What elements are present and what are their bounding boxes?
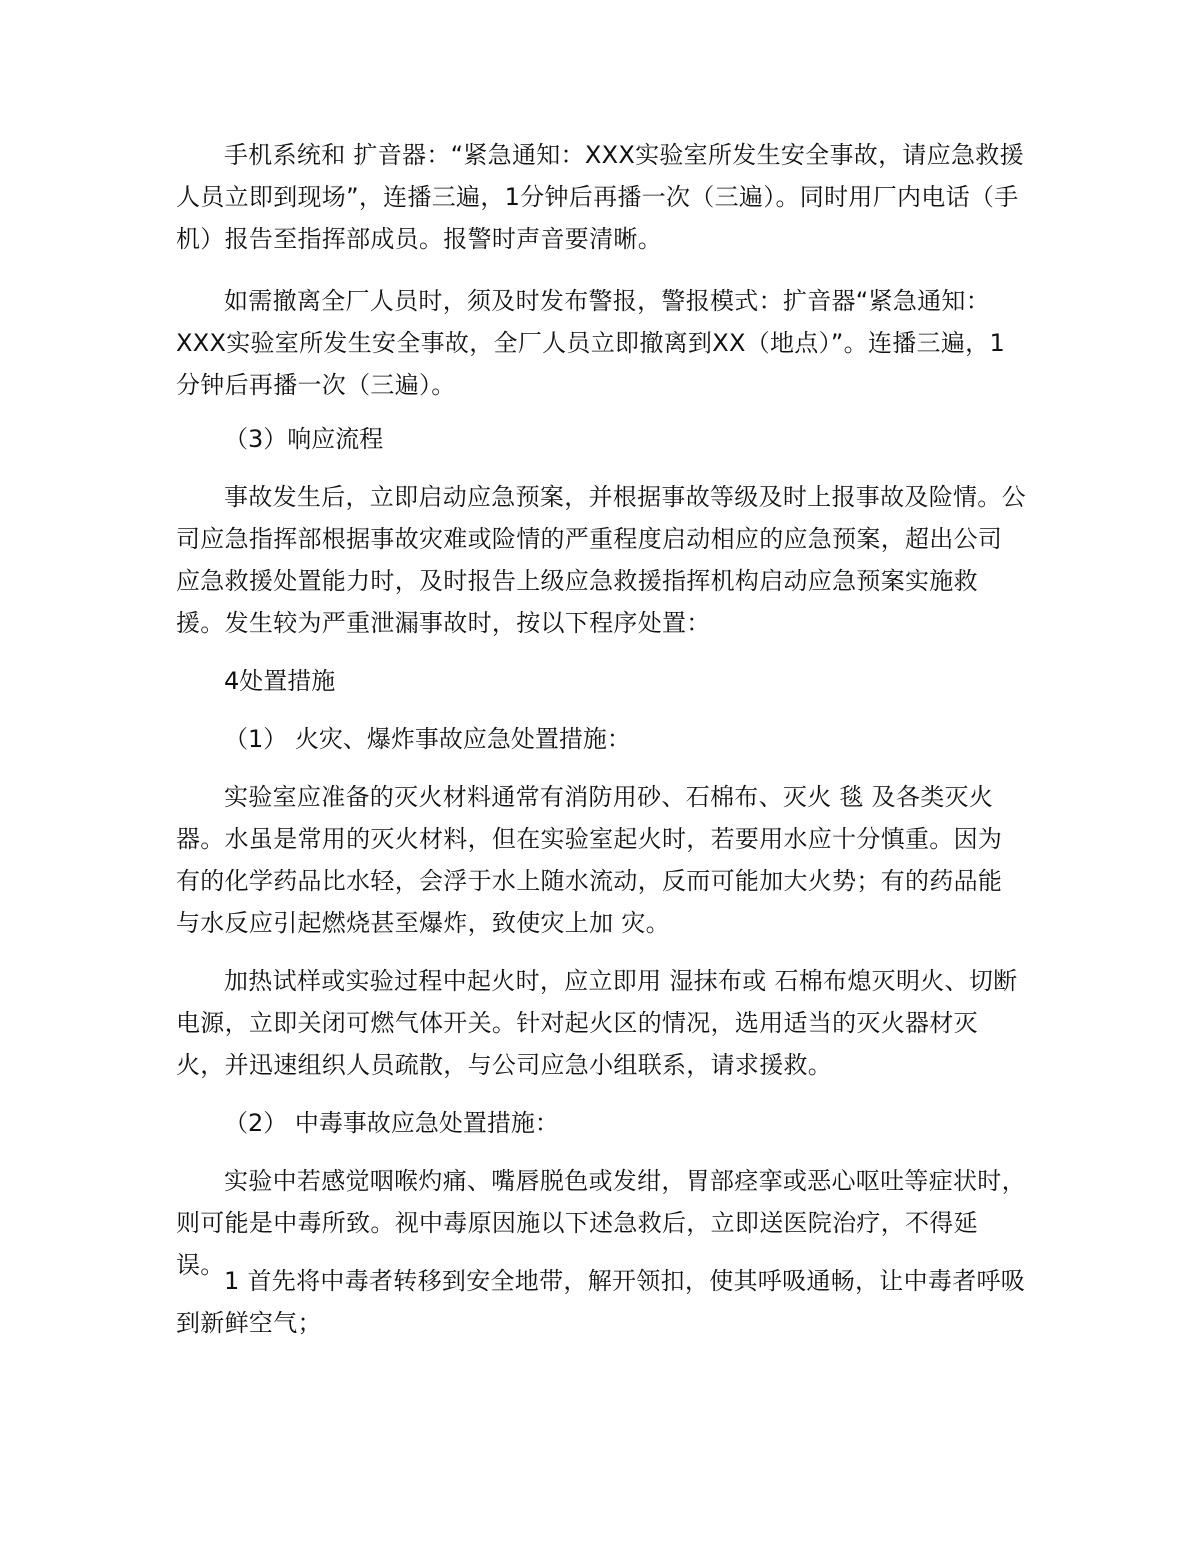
paragraph-response-process: 事故发生后，立即启动应急预案，并根据事故等级及时上报事故及险情。公司应急指挥部根据事故灾难或险情的严重程度启动相应的应急预案，超出公司应急救援处置能力时，及时报告上级应急救援指挥机构启动应急预案实施救援。发生较为严重泄漏事故时，按以下程序处置：: [176, 483, 1026, 637]
paragraph-alarm-notice: 手机系统和 扩音器：“紧急通知：XXX实验室所发生安全事故，请应急救援人员立即到现场”，连播三遍，1分钟后再播一次（三遍）。同时用厂内电话（手机）报告至指挥部成员。报警时声音要清晰。: [176, 141, 1024, 253]
heading-disposal-measures: 4处置措施: [224, 667, 336, 695]
paragraph-poisoning-symptoms: 实验中若感觉咽喉灼痛、嘴唇脱色或发绀，胃部痉挛或恶心呕吐等症状时，则可能是中毒所致。视中毒原因施以下述急救后，立即送医院治疗，不得延误。: [176, 1167, 1026, 1279]
paragraph-fire-during-experiment: 加热试样或实验过程中起火时，应立即用 湿抹布或 石棉布熄灭明火、切断电源，立即关闭可燃气体开关。针对起火区的情况，选用适当的灭火器材灭火，并迅速组织人员疏散，与公司应急小组联系，请求援救。: [176, 967, 1018, 1079]
heading-poisoning: （2） 中毒事故应急处置措施：: [224, 1109, 559, 1137]
heading-response-process: （3）响应流程: [224, 425, 384, 453]
paragraph-evacuation-alarm: 如需撤离全厂人员时，须及时发布警报，警报模式：扩音器“紧急通知：XXX实验室所发生安全事故，全厂人员立即撤离到XX（地点）”。连播三遍，1分钟后再播一次（三遍）。: [176, 287, 1006, 399]
paragraph-first-aid-step-1: 1 首先将中毒者转移到安全地带，解开领扣，使其呼吸通畅，让中毒者呼吸到新鲜空气；: [176, 1267, 1026, 1337]
paragraph-fire-materials: 实验室应准备的灭火材料通常有消防用砂、石棉布、灭火 毯 及各类灭火器。水虽是常用的灭火材料，但在实验室起火时，若要用水应十分慎重。因为有的化学药品比水轻，会浮于水上随水流动，反而可能加大火势；有的药品能与水反应引起燃烧甚至爆炸，致使灾上加 灾。: [176, 783, 1003, 937]
heading-fire-explosion: （1） 火灾、爆炸事故应急处置措施：: [224, 725, 631, 753]
